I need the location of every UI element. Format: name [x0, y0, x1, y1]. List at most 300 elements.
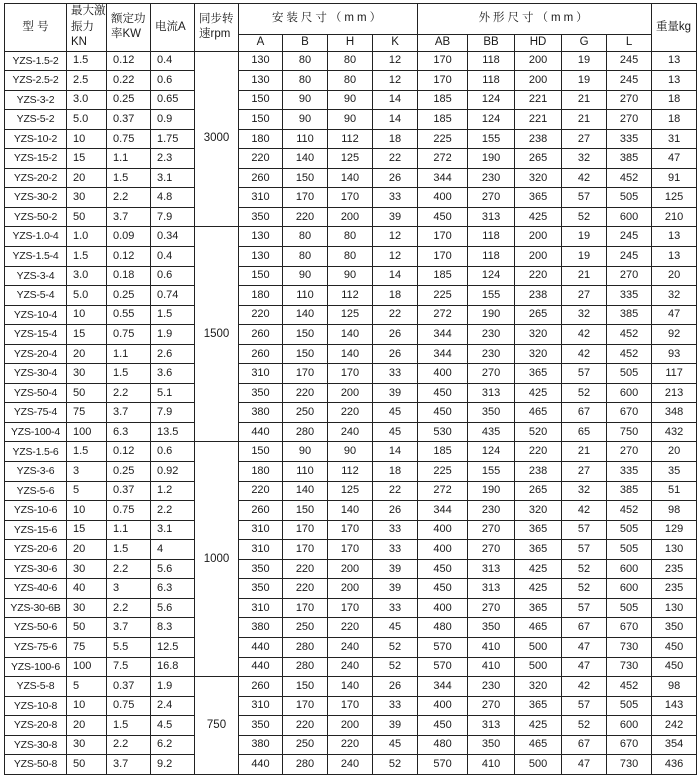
k-cell: 26	[373, 168, 418, 188]
force-cell: 10	[67, 501, 107, 521]
g-cell: 42	[562, 168, 607, 188]
table-row	[5, 110, 697, 130]
header-k: K	[373, 34, 418, 51]
model-cell: YZS-30-6	[5, 559, 67, 579]
h-cell: 200	[328, 559, 373, 579]
b-cell: 90	[283, 110, 328, 130]
bb-cell: 270	[468, 520, 515, 540]
weight-cell: 436	[652, 755, 697, 775]
current-cell: 2.3	[151, 149, 195, 169]
weight-cell: 93	[652, 344, 697, 364]
bb-cell: 350	[468, 735, 515, 755]
hd-cell: 238	[515, 129, 562, 149]
ab-cell: 450	[418, 716, 468, 736]
weight-cell: 92	[652, 325, 697, 345]
model-cell: YZS-1.0-4	[5, 227, 67, 247]
force-cell: 5.0	[67, 110, 107, 130]
table-row	[5, 90, 697, 110]
l-cell: 600	[607, 207, 652, 227]
bb-cell: 124	[468, 90, 515, 110]
l-cell: 385	[607, 481, 652, 501]
b-cell: 170	[283, 188, 328, 208]
b-cell: 80	[283, 227, 328, 247]
header-a: A	[239, 34, 283, 51]
g-cell: 27	[562, 129, 607, 149]
h-cell: 80	[328, 51, 373, 71]
ab-cell: 570	[418, 755, 468, 775]
table-row	[5, 637, 697, 657]
hd-cell: 320	[515, 501, 562, 521]
weight-cell: 47	[652, 149, 697, 169]
k-cell: 26	[373, 325, 418, 345]
power-cell: 2.2	[107, 735, 151, 755]
current-cell: 2.2	[151, 501, 195, 521]
model-cell: YZS-5-4	[5, 286, 67, 306]
g-cell: 67	[562, 735, 607, 755]
l-cell: 270	[607, 110, 652, 130]
weight-cell: 18	[652, 90, 697, 110]
l-cell: 335	[607, 462, 652, 482]
bb-cell: 270	[468, 188, 515, 208]
a-cell: 180	[239, 129, 283, 149]
current-cell: 7.9	[151, 403, 195, 423]
g-cell: 57	[562, 364, 607, 384]
hd-cell: 365	[515, 188, 562, 208]
ab-cell: 450	[418, 559, 468, 579]
hd-cell: 220	[515, 266, 562, 286]
weight-cell: 350	[652, 618, 697, 638]
power-cell: 0.12	[107, 51, 151, 71]
k-cell: 18	[373, 129, 418, 149]
bb-cell: 230	[468, 168, 515, 188]
bb-cell: 313	[468, 579, 515, 599]
model-cell: YZS-1.5-2	[5, 51, 67, 71]
power-cell: 0.37	[107, 677, 151, 697]
b-cell: 150	[283, 677, 328, 697]
weight-cell: 213	[652, 383, 697, 403]
current-cell: 6.2	[151, 735, 195, 755]
a-cell: 220	[239, 305, 283, 325]
table-row	[5, 755, 697, 775]
force-cell: 1.5	[67, 51, 107, 71]
current-cell: 0.34	[151, 227, 195, 247]
b-cell: 80	[283, 51, 328, 71]
a-cell: 130	[239, 71, 283, 91]
k-cell: 14	[373, 442, 418, 462]
table-row	[5, 51, 697, 71]
a-cell: 310	[239, 520, 283, 540]
weight-cell: 13	[652, 227, 697, 247]
b-cell: 220	[283, 383, 328, 403]
a-cell: 220	[239, 149, 283, 169]
b-cell: 280	[283, 637, 328, 657]
current-cell: 5.6	[151, 598, 195, 618]
hd-cell: 425	[515, 207, 562, 227]
a-cell: 440	[239, 657, 283, 677]
ab-cell: 225	[418, 462, 468, 482]
b-cell: 80	[283, 71, 328, 91]
force-cell: 100	[67, 422, 107, 442]
k-cell: 18	[373, 462, 418, 482]
ab-cell: 272	[418, 149, 468, 169]
l-cell: 335	[607, 129, 652, 149]
ab-cell: 450	[418, 403, 468, 423]
b-cell: 170	[283, 364, 328, 384]
l-cell: 270	[607, 266, 652, 286]
power-cell: 0.37	[107, 481, 151, 501]
force-cell: 5	[67, 481, 107, 501]
current-cell: 16.8	[151, 657, 195, 677]
k-cell: 22	[373, 149, 418, 169]
weight-cell: 31	[652, 129, 697, 149]
table-row	[5, 266, 697, 286]
a-cell: 310	[239, 540, 283, 560]
bb-cell: 350	[468, 618, 515, 638]
g-cell: 19	[562, 71, 607, 91]
a-cell: 180	[239, 462, 283, 482]
current-cell: 0.6	[151, 266, 195, 286]
k-cell: 26	[373, 344, 418, 364]
current-cell: 3.6	[151, 364, 195, 384]
hd-cell: 265	[515, 305, 562, 325]
model-cell: YZS-10-4	[5, 305, 67, 325]
bb-cell: 410	[468, 755, 515, 775]
hd-cell: 320	[515, 168, 562, 188]
model-cell: YZS-50-4	[5, 383, 67, 403]
model-cell: YZS-3-6	[5, 462, 67, 482]
table-row	[5, 227, 697, 247]
l-cell: 335	[607, 286, 652, 306]
weight-cell: 47	[652, 305, 697, 325]
a-cell: 130	[239, 227, 283, 247]
ab-cell: 450	[418, 579, 468, 599]
force-cell: 20	[67, 540, 107, 560]
table-row	[5, 364, 697, 384]
speed-cell: 750	[195, 677, 239, 775]
current-cell: 13.5	[151, 422, 195, 442]
table-row	[5, 129, 697, 149]
weight-cell: 242	[652, 716, 697, 736]
current-cell: 1.5	[151, 305, 195, 325]
bb-cell: 410	[468, 637, 515, 657]
power-cell: 0.12	[107, 247, 151, 267]
b-cell: 150	[283, 325, 328, 345]
table-row	[5, 716, 697, 736]
l-cell: 505	[607, 696, 652, 716]
g-cell: 52	[562, 579, 607, 599]
b-cell: 220	[283, 559, 328, 579]
a-cell: 380	[239, 618, 283, 638]
b-cell: 280	[283, 422, 328, 442]
table-header	[5, 4, 697, 52]
hd-cell: 520	[515, 422, 562, 442]
k-cell: 26	[373, 677, 418, 697]
bb-cell: 118	[468, 247, 515, 267]
ab-cell: 530	[418, 422, 468, 442]
l-cell: 600	[607, 579, 652, 599]
h-cell: 170	[328, 188, 373, 208]
hd-cell: 221	[515, 90, 562, 110]
header-l: L	[607, 34, 652, 51]
ab-cell: 185	[418, 110, 468, 130]
h-cell: 170	[328, 364, 373, 384]
current-cell: 6.3	[151, 579, 195, 599]
model-cell: YZS-50-8	[5, 755, 67, 775]
hd-cell: 200	[515, 247, 562, 267]
table-row	[5, 442, 697, 462]
speed-cell: 1000	[195, 442, 239, 677]
hd-cell: 365	[515, 696, 562, 716]
l-cell: 750	[607, 422, 652, 442]
force-cell: 5.0	[67, 286, 107, 306]
current-cell: 0.74	[151, 286, 195, 306]
table-row	[5, 696, 697, 716]
bb-cell: 124	[468, 110, 515, 130]
header-model: 型 号	[5, 4, 67, 52]
b-cell: 280	[283, 657, 328, 677]
weight-cell: 450	[652, 657, 697, 677]
header-power: 额定功率KW	[107, 4, 151, 52]
power-cell: 1.1	[107, 344, 151, 364]
force-cell: 3.0	[67, 266, 107, 286]
bb-cell: 124	[468, 266, 515, 286]
bb-cell: 118	[468, 51, 515, 71]
b-cell: 220	[283, 579, 328, 599]
k-cell: 14	[373, 90, 418, 110]
b-cell: 170	[283, 696, 328, 716]
l-cell: 270	[607, 442, 652, 462]
bb-cell: 190	[468, 149, 515, 169]
g-cell: 21	[562, 442, 607, 462]
speed-cell: 1500	[195, 227, 239, 442]
k-cell: 33	[373, 188, 418, 208]
h-cell: 200	[328, 383, 373, 403]
l-cell: 452	[607, 325, 652, 345]
header-current: 电流A	[151, 4, 195, 52]
ab-cell: 170	[418, 227, 468, 247]
h-cell: 140	[328, 168, 373, 188]
model-cell: YZS-15-2	[5, 149, 67, 169]
g-cell: 27	[562, 286, 607, 306]
l-cell: 670	[607, 618, 652, 638]
g-cell: 42	[562, 501, 607, 521]
table-row	[5, 501, 697, 521]
b-cell: 110	[283, 462, 328, 482]
model-cell: YZS-20-6	[5, 540, 67, 560]
ab-cell: 344	[418, 168, 468, 188]
g-cell: 32	[562, 305, 607, 325]
hd-cell: 238	[515, 286, 562, 306]
bb-cell: 155	[468, 286, 515, 306]
l-cell: 385	[607, 305, 652, 325]
model-cell: YZS-50-6	[5, 618, 67, 638]
ab-cell: 225	[418, 286, 468, 306]
spec-table	[4, 3, 697, 775]
weight-cell: 450	[652, 637, 697, 657]
current-cell: 0.4	[151, 51, 195, 71]
power-cell: 6.3	[107, 422, 151, 442]
g-cell: 42	[562, 325, 607, 345]
a-cell: 150	[239, 90, 283, 110]
current-cell: 2.6	[151, 344, 195, 364]
h-cell: 80	[328, 227, 373, 247]
force-cell: 1.5	[67, 247, 107, 267]
weight-cell: 130	[652, 598, 697, 618]
header-speed: 同步转速rpm	[195, 4, 239, 52]
g-cell: 19	[562, 51, 607, 71]
table-row	[5, 403, 697, 423]
g-cell: 32	[562, 149, 607, 169]
l-cell: 505	[607, 520, 652, 540]
weight-cell: 51	[652, 481, 697, 501]
h-cell: 170	[328, 540, 373, 560]
force-cell: 50	[67, 207, 107, 227]
l-cell: 730	[607, 657, 652, 677]
weight-cell: 235	[652, 579, 697, 599]
model-cell: YZS-20-8	[5, 716, 67, 736]
bb-cell: 313	[468, 383, 515, 403]
ab-cell: 450	[418, 383, 468, 403]
ab-cell: 225	[418, 129, 468, 149]
k-cell: 33	[373, 364, 418, 384]
current-cell: 5.1	[151, 383, 195, 403]
h-cell: 140	[328, 501, 373, 521]
l-cell: 245	[607, 247, 652, 267]
weight-cell: 13	[652, 51, 697, 71]
bb-cell: 435	[468, 422, 515, 442]
force-cell: 10	[67, 696, 107, 716]
table-row	[5, 481, 697, 501]
g-cell: 52	[562, 559, 607, 579]
power-cell: 1.5	[107, 364, 151, 384]
current-cell: 0.92	[151, 462, 195, 482]
force-cell: 50	[67, 618, 107, 638]
b-cell: 170	[283, 598, 328, 618]
h-cell: 240	[328, 637, 373, 657]
g-cell: 32	[562, 481, 607, 501]
table-row	[5, 657, 697, 677]
bb-cell: 410	[468, 657, 515, 677]
g-cell: 42	[562, 344, 607, 364]
hd-cell: 320	[515, 325, 562, 345]
model-cell: YZS-10-2	[5, 129, 67, 149]
a-cell: 260	[239, 677, 283, 697]
ab-cell: 170	[418, 247, 468, 267]
model-cell: YZS-15-4	[5, 325, 67, 345]
h-cell: 140	[328, 344, 373, 364]
ab-cell: 185	[418, 266, 468, 286]
bb-cell: 155	[468, 462, 515, 482]
header-g: G	[562, 34, 607, 51]
h-cell: 125	[328, 305, 373, 325]
model-cell: YZS-30-6B	[5, 598, 67, 618]
model-cell: YZS-10-8	[5, 696, 67, 716]
h-cell: 220	[328, 403, 373, 423]
table-row	[5, 579, 697, 599]
a-cell: 180	[239, 286, 283, 306]
h-cell: 240	[328, 755, 373, 775]
current-cell: 3.1	[151, 520, 195, 540]
table-row	[5, 520, 697, 540]
bb-cell: 350	[468, 403, 515, 423]
b-cell: 150	[283, 168, 328, 188]
force-cell: 50	[67, 383, 107, 403]
power-cell: 2.2	[107, 188, 151, 208]
b-cell: 80	[283, 247, 328, 267]
g-cell: 47	[562, 657, 607, 677]
header-weight: 重量kg	[652, 4, 697, 52]
force-cell: 30	[67, 559, 107, 579]
bb-cell: 230	[468, 501, 515, 521]
header-install: 安装尺寸（mm）	[239, 4, 418, 35]
hd-cell: 365	[515, 598, 562, 618]
table-row	[5, 344, 697, 364]
hd-cell: 265	[515, 149, 562, 169]
bb-cell: 124	[468, 442, 515, 462]
power-cell: 5.5	[107, 637, 151, 657]
power-cell: 1.5	[107, 540, 151, 560]
header-ab: AB	[418, 34, 468, 51]
model-cell: YZS-40-6	[5, 579, 67, 599]
power-cell: 1.5	[107, 168, 151, 188]
current-cell: 1.75	[151, 129, 195, 149]
hd-cell: 200	[515, 51, 562, 71]
a-cell: 310	[239, 364, 283, 384]
l-cell: 245	[607, 51, 652, 71]
power-cell: 0.12	[107, 442, 151, 462]
current-cell: 4.8	[151, 188, 195, 208]
current-cell: 1.9	[151, 677, 195, 697]
ab-cell: 185	[418, 90, 468, 110]
b-cell: 150	[283, 344, 328, 364]
current-cell: 0.4	[151, 247, 195, 267]
hd-cell: 320	[515, 344, 562, 364]
g-cell: 52	[562, 383, 607, 403]
g-cell: 65	[562, 422, 607, 442]
b-cell: 220	[283, 716, 328, 736]
bb-cell: 313	[468, 559, 515, 579]
b-cell: 140	[283, 149, 328, 169]
h-cell: 90	[328, 90, 373, 110]
force-cell: 20	[67, 716, 107, 736]
force-cell: 5	[67, 677, 107, 697]
h-cell: 200	[328, 207, 373, 227]
header-h: H	[328, 34, 373, 51]
weight-cell: 432	[652, 422, 697, 442]
a-cell: 440	[239, 637, 283, 657]
l-cell: 505	[607, 598, 652, 618]
table-row	[5, 207, 697, 227]
hd-cell: 425	[515, 383, 562, 403]
k-cell: 12	[373, 247, 418, 267]
b-cell: 250	[283, 735, 328, 755]
power-cell: 0.09	[107, 227, 151, 247]
hd-cell: 200	[515, 71, 562, 91]
bb-cell: 190	[468, 481, 515, 501]
force-cell: 75	[67, 637, 107, 657]
k-cell: 33	[373, 696, 418, 716]
k-cell: 52	[373, 637, 418, 657]
hd-cell: 365	[515, 364, 562, 384]
hd-cell: 465	[515, 403, 562, 423]
bb-cell: 155	[468, 129, 515, 149]
weight-cell: 210	[652, 207, 697, 227]
power-cell: 0.55	[107, 305, 151, 325]
h-cell: 90	[328, 110, 373, 130]
power-cell: 0.75	[107, 325, 151, 345]
a-cell: 260	[239, 168, 283, 188]
power-cell: 7.5	[107, 657, 151, 677]
